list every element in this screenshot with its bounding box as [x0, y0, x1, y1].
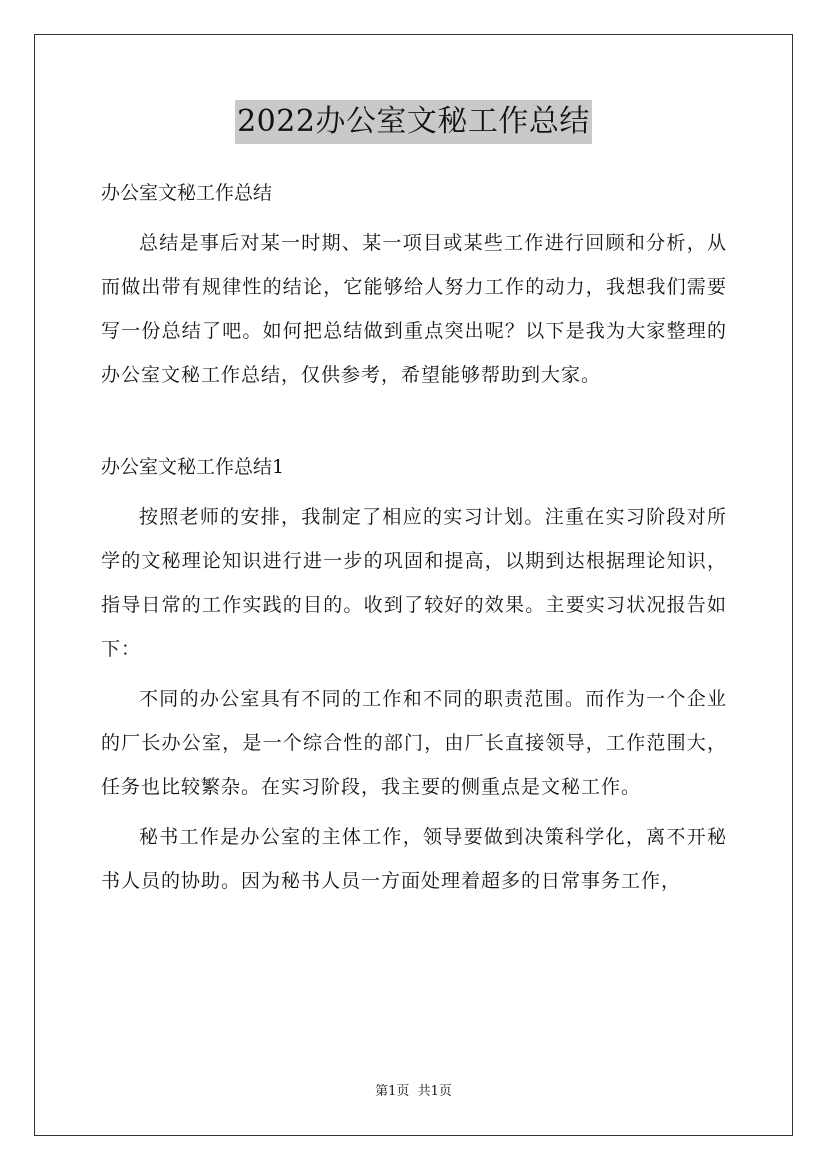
section1-paragraph-2: 不同的办公室具有不同的工作和不同的职责范围。而作为一个企业的厂长办公室，是一个综合性的部门，由厂长直接领导，工作范围大，任务也比较繁杂。在实习阶段，我主要的侧重点是文秘工作。	[101, 688, 727, 798]
intro-heading: 办公室文秘工作总结	[101, 182, 273, 204]
section1-paragraph-3: 秘书工作是办公室的主体工作，领导要做到决策科学化，离不开秘书人员的协助。因为秘书人员一方面处理着超多的日常事务工作，	[101, 826, 727, 892]
document-title: 2022办公室文秘工作总结	[235, 100, 592, 144]
document-body	[101, 171, 727, 903]
section1-paragraph-1: 按照老师的安排，我制定了相应的实习计划。注重在实习阶段对所学的文秘理论知识进行进一步的巩固和提高，以期到达根据理论知识，指导日常的工作实践的目的。收到了较好的效果。主要实习状况报告如下：	[101, 506, 727, 660]
page-footer: 第1页 共1页	[375, 1084, 452, 1099]
title-area	[0, 100, 827, 144]
section1-heading: 办公室文秘工作总结1	[101, 456, 285, 478]
intro-paragraph: 总结是事后对某一时期、某一项目或某些工作进行回顾和分析，从而做出带有规律性的结论，它能够给人努力工作的动力，我想我们需要写一份总结了吧。如何把总结做到重点突出呢？以下是我为大家整理的办公室文秘工作总结，仅供参考，希望能够帮助到大家。	[101, 232, 727, 386]
